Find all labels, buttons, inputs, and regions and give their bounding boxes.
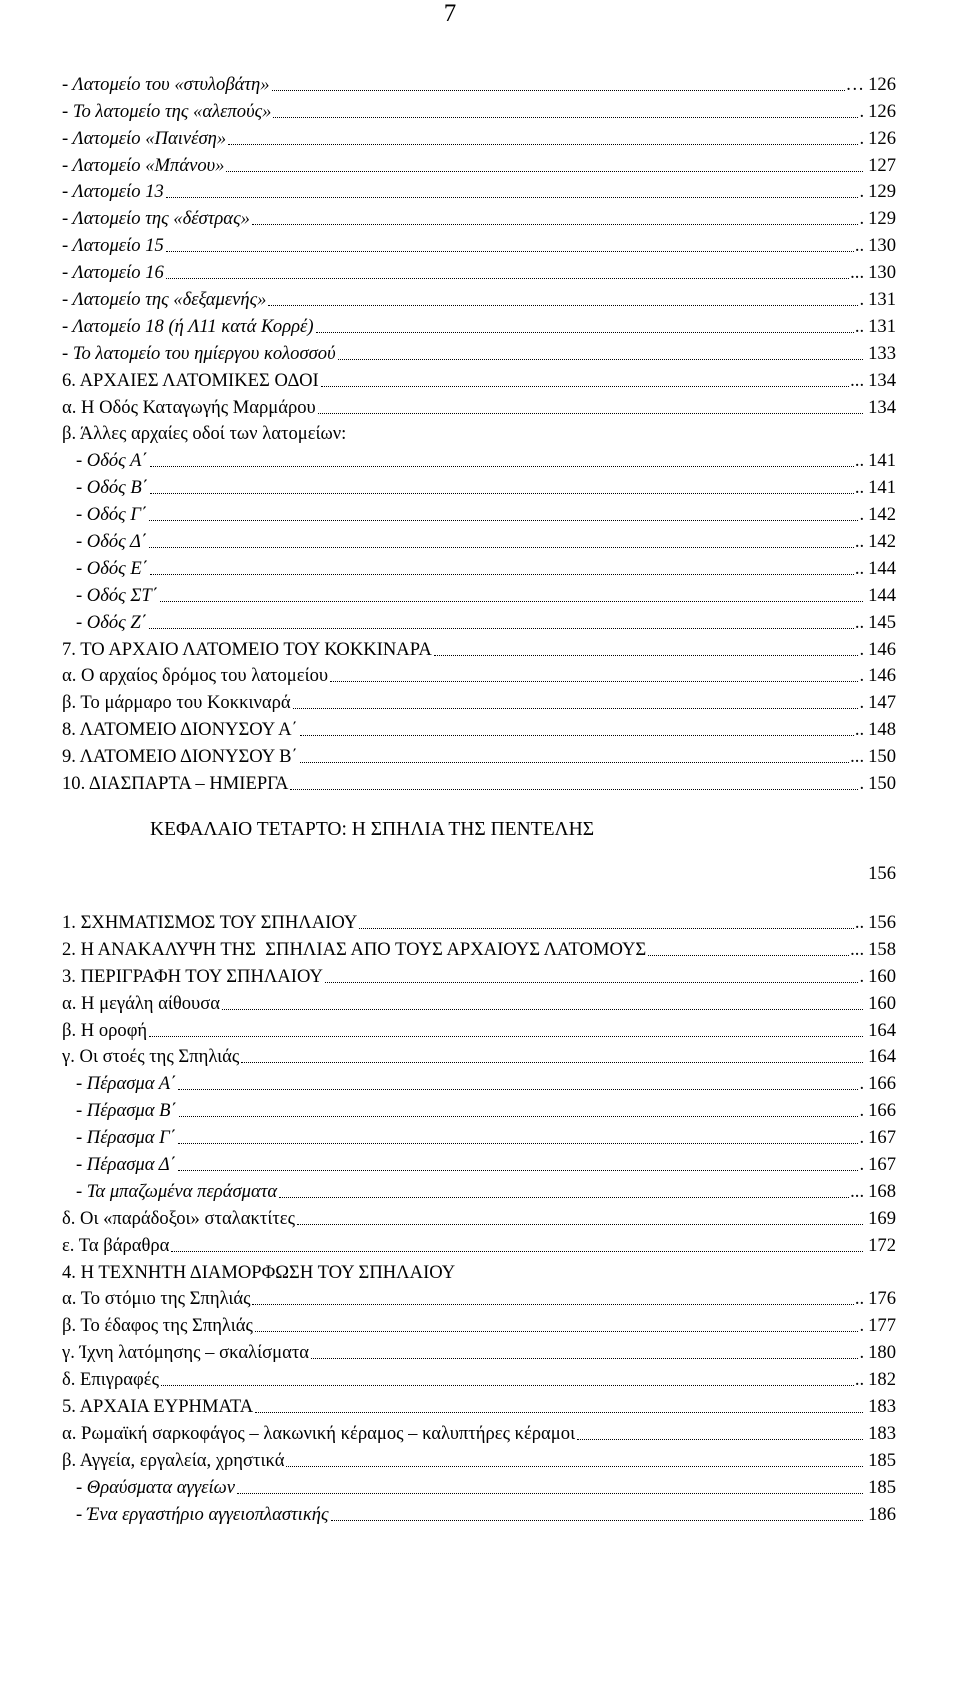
toc-entry-separator: . xyxy=(859,127,865,149)
dot-leader xyxy=(359,928,854,929)
toc-entry xyxy=(62,257,896,284)
toc-entry xyxy=(62,934,896,961)
toc-entry-separator: . xyxy=(859,1073,865,1095)
toc-entry-separator: . xyxy=(859,100,865,122)
dot-leader xyxy=(318,413,863,414)
dot-leader xyxy=(272,90,845,91)
toc-entry-separator: . xyxy=(859,504,865,526)
toc-entry-page: 183 xyxy=(868,1395,896,1417)
toc-entry-page: 160 xyxy=(868,965,896,987)
dot-leader xyxy=(434,655,859,656)
toc-entry-title: 10. ΔΙΑΣΠΑΡΤΑ – ΗΜΙΕΡΓΑ xyxy=(62,773,289,795)
toc-entry xyxy=(62,1068,896,1095)
toc-entry xyxy=(62,526,896,553)
toc-entry xyxy=(62,284,896,311)
toc-entry-separator: . xyxy=(859,1153,865,1175)
toc-entry-page: 141 xyxy=(868,450,896,472)
toc-entry-page: 172 xyxy=(868,1234,896,1256)
toc-entry xyxy=(62,392,896,419)
toc-entry xyxy=(62,1418,896,1445)
chapter-page-number: 156 xyxy=(868,863,896,885)
toc-entry-page: 131 xyxy=(868,289,896,311)
toc-entry-separator: . xyxy=(859,1315,865,1337)
toc-entry-separator: .. xyxy=(854,911,865,933)
toc-entry-separator: . xyxy=(859,1342,865,1364)
toc-entry-title: α. Ρωμαϊκή σαρκοφάγος – λακωνική κέραμος – καλυπτήρες κέραμοι xyxy=(62,1422,576,1444)
dot-leader xyxy=(222,1009,863,1010)
toc-entry-title: α. Η μεγάλη αίθουσα xyxy=(62,992,220,1014)
toc-entry-page: 133 xyxy=(868,342,896,364)
dot-leader xyxy=(160,601,863,602)
toc-entry xyxy=(62,1472,896,1499)
toc-entry-page: 141 xyxy=(868,477,896,499)
dot-leader xyxy=(279,1197,849,1198)
toc-entry-page: 156 xyxy=(868,911,896,933)
dot-leader xyxy=(648,955,849,956)
toc-entry-page: 166 xyxy=(868,1073,896,1095)
dot-leader xyxy=(149,520,858,521)
toc-entry xyxy=(62,1015,896,1042)
dot-leader xyxy=(166,197,859,198)
dot-leader xyxy=(178,1089,858,1090)
toc-entry xyxy=(62,230,896,257)
toc-entry-page: 129 xyxy=(868,181,896,203)
toc-entry xyxy=(62,687,896,714)
toc-list-top xyxy=(62,69,896,795)
dot-leader xyxy=(252,224,859,225)
toc-entry-page: 126 xyxy=(868,100,896,122)
toc-entry-page: 186 xyxy=(868,1503,896,1525)
toc-entry xyxy=(62,634,896,661)
toc-entry xyxy=(62,472,896,499)
dot-leader xyxy=(252,1304,853,1305)
dot-leader xyxy=(325,982,859,983)
toc-entry-separator: . xyxy=(859,1100,865,1122)
toc-entry xyxy=(62,150,896,177)
dot-leader xyxy=(297,1224,863,1225)
toc-entry xyxy=(62,96,896,123)
toc-entry-title: - Οδός Δ΄ xyxy=(62,531,148,553)
toc-entry-separator: .. xyxy=(854,1369,865,1391)
toc-entry-page: 150 xyxy=(868,773,896,795)
toc-entry-page: 169 xyxy=(868,1207,896,1229)
toc-entry-title: β. Η οροφή xyxy=(62,1019,148,1041)
toc-entry-page: 126 xyxy=(868,73,896,95)
toc-entry-title: 3. ΠΕΡΙΓΡΑΦΗ ΤΟΥ ΣΠΗΛΑΙΟΥ xyxy=(62,965,323,987)
toc-entry-separator: . xyxy=(859,208,865,230)
toc-entry-page: 147 xyxy=(868,692,896,714)
toc-entry-page: 164 xyxy=(868,1046,896,1068)
toc-entry-separator: .. xyxy=(854,450,865,472)
toc-entry-title: - Τα μπαζωμένα περάσματα xyxy=(62,1180,278,1202)
toc-entry xyxy=(62,69,896,96)
toc-entry-title: 9. ΛΑΤΟΜΕΙΟ ΔΙΟΝΥΣΟΥ Β΄ xyxy=(62,746,298,768)
dot-leader xyxy=(178,1143,859,1144)
toc-entry-title: δ. Επιγραφές xyxy=(62,1369,159,1391)
dot-leader xyxy=(268,305,858,306)
toc-entry-page: 142 xyxy=(868,504,896,526)
toc-entry-title: 4. Η ΤΕΧΝΗΤΗ ΔΙΑΜΟΡΦΩΣΗ ΤΟΥ ΣΠΗΛΑΙΟΥ xyxy=(62,1261,456,1283)
toc-entry-separator: ... xyxy=(850,938,865,960)
toc-entry-separator: .. xyxy=(854,477,865,499)
toc-entry xyxy=(62,123,896,150)
toc-entry-separator: . xyxy=(859,965,865,987)
dot-leader xyxy=(149,628,854,629)
toc-entry-page: 134 xyxy=(868,369,896,391)
dot-leader xyxy=(150,493,854,494)
toc-entry-separator: .. xyxy=(854,235,865,257)
toc-entry xyxy=(62,1203,896,1230)
toc-entry-title: 8. ΛΑΤΟΜΕΙΟ ΔΙΟΝΥΣΟΥ Α΄ xyxy=(62,719,298,741)
toc-entry-page: 126 xyxy=(868,127,896,149)
toc-entry xyxy=(62,1364,896,1391)
dot-leader xyxy=(255,1412,863,1413)
dot-leader xyxy=(577,1439,863,1440)
toc-entry-page: 150 xyxy=(868,746,896,768)
toc-entry xyxy=(62,1499,896,1526)
dot-leader xyxy=(161,1385,854,1386)
toc-entry xyxy=(62,1310,896,1337)
toc-entry-separator: . xyxy=(859,289,865,311)
toc-entry-title: - Πέρασμα Γ΄ xyxy=(62,1127,176,1149)
toc-entry-title: - Το λατομείο της «αλεπούς» xyxy=(62,100,272,122)
toc-entry-separator: .. xyxy=(854,315,865,337)
toc-entry-separator: .. xyxy=(854,719,865,741)
toc-entry-title: - Λατομείο της «δεξαμενής» xyxy=(62,289,267,311)
toc-entry xyxy=(62,961,896,988)
dot-leader xyxy=(166,251,854,252)
toc-entry-title: - Ένα εργαστήριο αγγειοπλαστικής xyxy=(62,1503,329,1525)
dot-leader xyxy=(149,1036,863,1037)
toc-entry-separator: … xyxy=(845,73,865,95)
toc-entry-separator: ... xyxy=(850,746,865,768)
toc-entry xyxy=(62,311,896,338)
dot-leader xyxy=(286,1466,863,1467)
toc-entry-page: 168 xyxy=(868,1180,896,1202)
toc-entry-page: 144 xyxy=(868,557,896,579)
toc-entry-title: γ. Ίχνη λατόμησης – σκαλίσματα xyxy=(62,1342,310,1364)
toc-entry-page: 164 xyxy=(868,1019,896,1041)
toc-entry-separator: . xyxy=(859,773,865,795)
toc-entry-title: - Πέρασμα Α΄ xyxy=(62,1073,177,1095)
toc-entry xyxy=(62,580,896,607)
dot-leader xyxy=(300,735,854,736)
toc-entry xyxy=(62,1284,896,1311)
dot-leader xyxy=(300,762,849,763)
toc-entry-title: - Οδός ΣΤ΄ xyxy=(62,584,158,606)
toc-entry-title: - Θραύσματα αγγείων xyxy=(62,1476,236,1498)
toc-entry xyxy=(62,714,896,741)
toc-entry-title: β. Το έδαφος της Σπηλιάς xyxy=(62,1315,253,1337)
toc-entry-page: 129 xyxy=(868,208,896,230)
toc-entry-separator: . xyxy=(859,692,865,714)
toc-entry xyxy=(62,1095,896,1122)
toc-entry-separator: . xyxy=(859,665,865,687)
dot-leader xyxy=(226,171,863,172)
dot-leader xyxy=(150,466,854,467)
toc-entry xyxy=(62,607,896,634)
toc-entry-separator: .. xyxy=(854,1288,865,1310)
toc-entry xyxy=(62,499,896,526)
dot-leader xyxy=(311,1358,858,1359)
toc-entry-page: 166 xyxy=(868,1100,896,1122)
toc-entry xyxy=(62,988,896,1015)
toc-entry-title: - Πέρασμα Δ΄ xyxy=(62,1153,176,1175)
toc-entry-page: 183 xyxy=(868,1422,896,1444)
toc-entry-page: 148 xyxy=(868,719,896,741)
toc-entry xyxy=(62,1122,896,1149)
toc-entry-separator: ... xyxy=(850,369,865,391)
toc-entry xyxy=(62,1391,896,1418)
toc-entry-separator: . xyxy=(859,181,865,203)
toc-entry xyxy=(62,445,896,472)
toc-entry-separator: .. xyxy=(854,531,865,553)
toc-entry xyxy=(62,177,896,204)
toc-entry-page: 167 xyxy=(868,1153,896,1175)
dot-leader xyxy=(290,789,858,790)
toc-entry-title: 6. ΑΡΧΑΙΕΣ ΛΑΤΟΜΙΚΕΣ ΟΔΟΙ xyxy=(62,369,319,391)
toc-entry-separator: .. xyxy=(854,557,865,579)
toc-entry-separator: . xyxy=(859,638,865,660)
toc-entry-page: 127 xyxy=(868,154,896,176)
toc-entry-title: - Λατομείο της «δέστρας» xyxy=(62,208,250,230)
toc-entry xyxy=(62,203,896,230)
toc-entry-page: 134 xyxy=(868,396,896,418)
toc-entry-title: γ. Οι στοές της Σπηλιάς xyxy=(62,1046,240,1068)
toc-entry-title: α. Ο αρχαίος δρόμος του λατομείου xyxy=(62,665,329,687)
toc-entry-page: 167 xyxy=(868,1127,896,1149)
chapter-title: ΚΕΦΑΛΑΙΟ ΤΕΤΑΡΤΟ: Η ΣΠΗΛΙΑ ΤΗΣ ΠΕΝΤΕΛΗΣ xyxy=(150,819,595,841)
toc-entry xyxy=(62,1042,896,1069)
toc-entry-page: 177 xyxy=(868,1315,896,1337)
dot-leader xyxy=(321,386,849,387)
toc-entry-separator: .. xyxy=(854,611,865,633)
dot-leader xyxy=(316,332,854,333)
toc-entry-title: - Οδός Ε΄ xyxy=(62,557,148,579)
toc-entry-title: δ. Οι «παράδοξοι» σταλακτίτες xyxy=(62,1207,295,1229)
toc-entry-title: - Πέρασμα Β΄ xyxy=(62,1100,177,1122)
toc-entry-title: 2. Η ΑΝΑΚΑΛΥΨΗ ΤΗΣ ΣΠΗΛΙΑΣ ΑΠΟ ΤΟΥΣ ΑΡΧΑΙΟΥΣ ΛΑΤΟΜΟΥΣ xyxy=(62,938,647,960)
toc-entry-title: - Λατομείο 13 xyxy=(62,181,164,203)
toc-entry-title: β. Αγγεία, εργαλεία, χρηστικά xyxy=(62,1449,285,1471)
toc-entry-title: α. Το στόμιο της Σπηλιάς xyxy=(62,1288,251,1310)
toc-entry-title: - Λατομείο «Μπάνου» xyxy=(62,154,225,176)
toc-entry xyxy=(62,338,896,365)
toc-entry-page: 130 xyxy=(868,235,896,257)
toc-entry-title: - Οδός Ζ΄ xyxy=(62,611,147,633)
toc-entry-page: 131 xyxy=(868,315,896,337)
toc-entry-title: α. Η Οδός Καταγωγής Μαρμάρου xyxy=(62,396,316,418)
toc-entry-title: - Οδός Γ΄ xyxy=(62,504,148,526)
toc-entry-title: β. Άλλες αρχαίες οδοί των λατομείων: xyxy=(62,423,347,445)
dot-leader xyxy=(150,574,854,575)
toc-entry-page: 180 xyxy=(868,1342,896,1364)
toc-entry xyxy=(62,365,896,392)
toc-entry xyxy=(62,1149,896,1176)
dot-leader xyxy=(237,1493,863,1494)
toc-entry-page: 146 xyxy=(868,665,896,687)
dot-leader xyxy=(166,278,849,279)
toc-entry-title: - Το λατομείο του ημίεργου κολοσσού xyxy=(62,342,336,364)
toc-entry xyxy=(62,553,896,580)
dot-leader xyxy=(331,1520,864,1521)
chapter-heading-block xyxy=(62,795,896,907)
dot-leader xyxy=(330,681,858,682)
toc-entry-title: - Λατομείο του «στυλοβάτη» xyxy=(62,73,270,95)
dot-leader xyxy=(241,1062,863,1063)
dot-leader xyxy=(273,117,858,118)
toc-entry-page: 144 xyxy=(868,584,896,606)
toc-entry-title: 7. ΤΟ ΑΡΧΑΙΟ ΛΑΤΟΜΕΙΟ ΤΟΥ ΚΟΚΚΙΝΑΡΑ xyxy=(62,638,432,660)
toc-entry-separator: ... xyxy=(850,1180,865,1202)
dot-leader xyxy=(178,1170,859,1171)
toc-entry-page: 145 xyxy=(868,611,896,633)
toc-entry xyxy=(62,907,896,934)
toc-entry-title: β. Το μάρμαρο του Κοκκιναρά xyxy=(62,692,291,714)
dot-leader xyxy=(338,359,863,360)
toc-entry xyxy=(62,661,896,688)
toc-entry-title: - Λατομείο 16 xyxy=(62,262,164,284)
dot-leader xyxy=(179,1116,859,1117)
toc-entry-page: 158 xyxy=(868,938,896,960)
table-of-contents xyxy=(62,69,896,1526)
toc-entry-page: 160 xyxy=(868,992,896,1014)
toc-entry xyxy=(62,741,896,768)
dot-leader xyxy=(228,144,858,145)
toc-entry-title: ε. Τα βάραθρα xyxy=(62,1234,170,1256)
toc-entry-page: 142 xyxy=(868,531,896,553)
toc-entry-title: - Λατομείο «Παινέση» xyxy=(62,127,227,149)
toc-entry-title: - Λατομείο 18 (ή Λ11 κατά Κορρέ) xyxy=(62,315,314,337)
toc-entry-title: - Οδός Β΄ xyxy=(62,477,148,499)
toc-entry xyxy=(62,768,896,795)
toc-entry-page: 185 xyxy=(868,1449,896,1471)
toc-entry-page: 146 xyxy=(868,638,896,660)
toc-entry xyxy=(62,1337,896,1364)
toc-entry-title: - Λατομείο 15 xyxy=(62,235,164,257)
toc-entry-page: 185 xyxy=(868,1476,896,1498)
toc-entry xyxy=(62,1176,896,1203)
toc-entry-title: - Οδός Α΄ xyxy=(62,450,148,472)
dot-leader xyxy=(171,1251,863,1252)
toc-entry-title: 5. ΑΡΧΑΙΑ ΕΥΡΗΜΑΤΑ xyxy=(62,1395,254,1417)
toc-entry xyxy=(62,1445,896,1472)
toc-entry-separator: . xyxy=(859,1127,865,1149)
toc-entry xyxy=(62,419,896,446)
dot-leader xyxy=(149,547,854,548)
toc-entry-page: 176 xyxy=(868,1288,896,1310)
toc-entry xyxy=(62,1257,896,1284)
dot-leader xyxy=(293,708,859,709)
toc-entry-page: 130 xyxy=(868,262,896,284)
dot-leader xyxy=(255,1331,859,1332)
toc-entry-page: 182 xyxy=(868,1369,896,1391)
page-number: 7 xyxy=(443,0,457,27)
toc-entry-separator: ... xyxy=(850,262,865,284)
toc-entry xyxy=(62,1230,896,1257)
toc-entry-title: 1. ΣΧΗΜΑΤΙΣΜΟΣ ΤΟΥ ΣΠΗΛΑΙΟΥ xyxy=(62,911,358,933)
toc-list-bottom xyxy=(62,907,896,1525)
